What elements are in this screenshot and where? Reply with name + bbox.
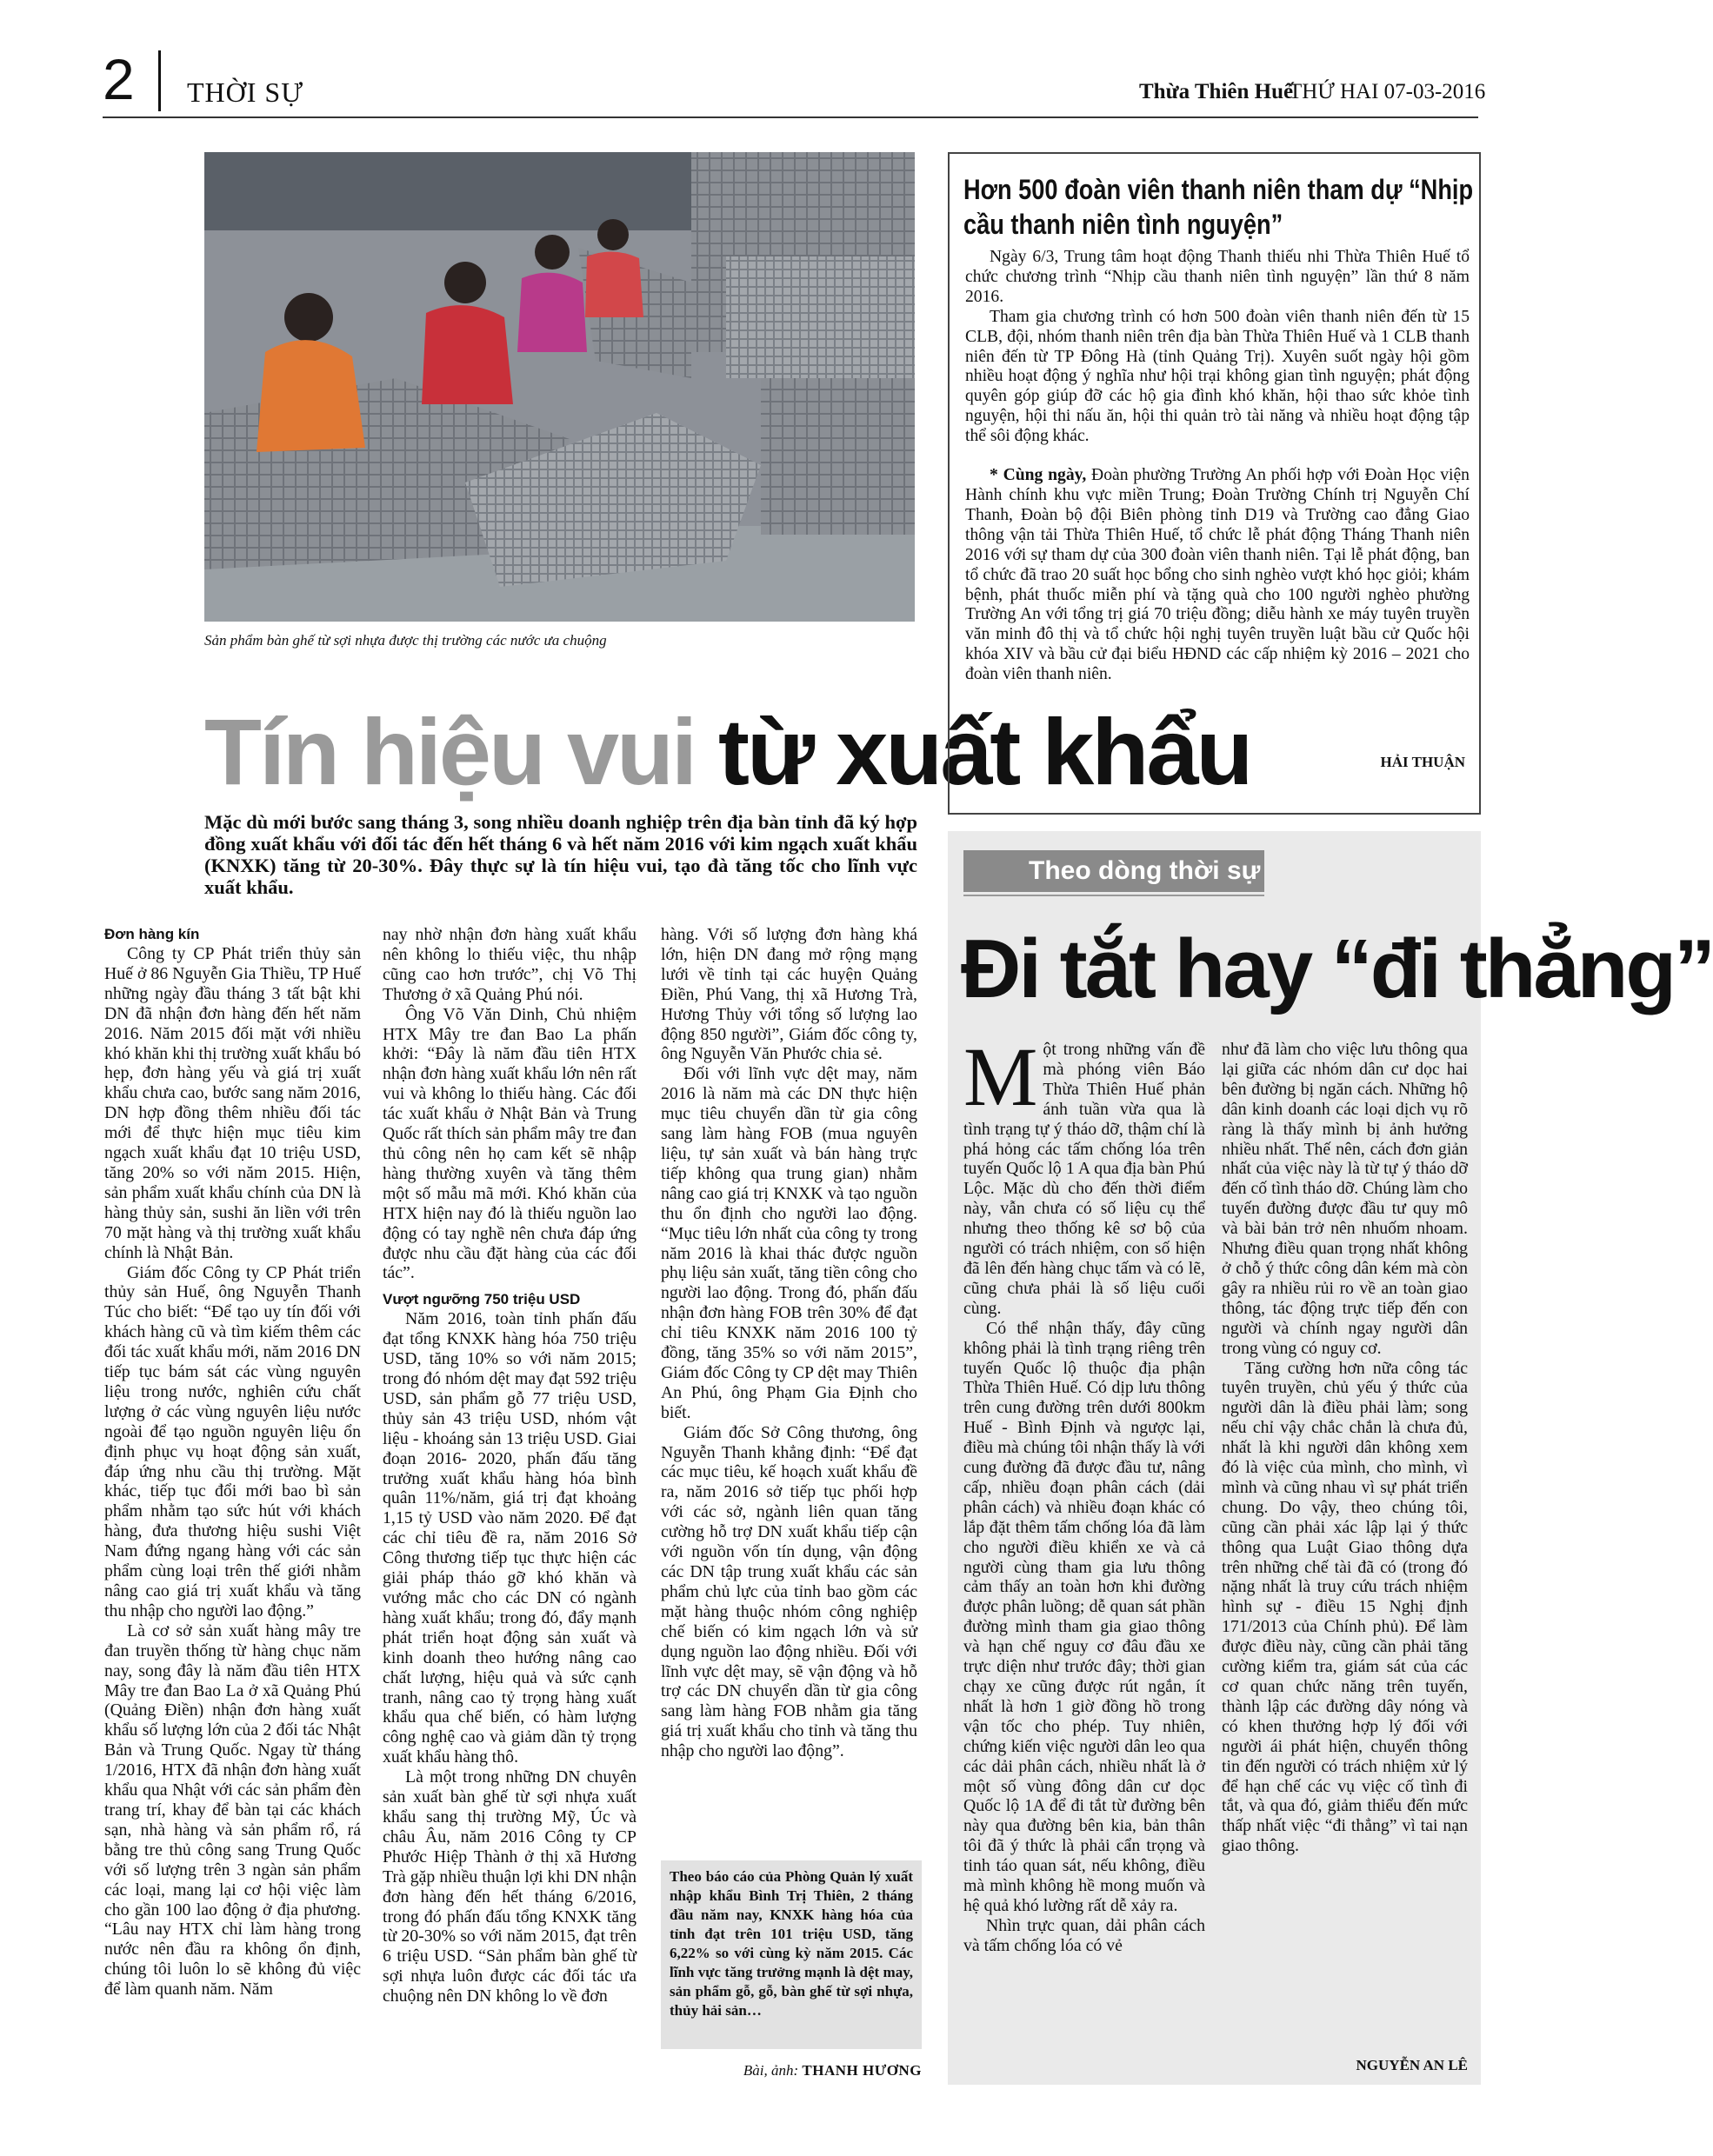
headline-part-2: từ xuất khẩu	[718, 699, 1251, 804]
story-photo	[204, 152, 915, 622]
byline-author: THANH HƯƠNG	[802, 2062, 922, 2079]
sidebar-title: Hơn 500 đoàn viên thanh niên tham dự “Nhịp cầu thanh niên tình nguyện”	[963, 174, 1474, 240]
masthead: Thừa Thiên Huế	[1139, 80, 1294, 103]
paragraph: Công ty CP Phát triển thủy sản Huế ở 86 Nguyễn Gia Thiều, TP Huế những ngày đầu tháng 3 tất bật khi DN đã nhận đơn hàng đến hết năm 2016. Năm 2015 đối mặt với nhiều khó khăn khi thị trường xuất khẩu bó hẹp, đơn hàng yếu và giá trị xuất khẩu chưa cao, bước sang năm 2016, DN hợp đồng thêm nhiều đối tác mới để thực hiện mục tiêu kim ngạch xuất khẩu đạt 10 triệu USD, tăng 20% so với năm 2015. Hiện, sản phẩm xuất khẩu chính của DN là hàng thủy sản, sushi ăn liền với trên 70 mặt hàng và thị trường xuất khẩu chính là Nhật Bản.	[104, 944, 361, 1262]
story-column-1	[104, 925, 361, 2000]
paragraph: Ông Võ Văn Dinh, Chủ nhiệm HTX Mây tre đan Bao La phấn khởi: “Đây là năm đầu tiên HTX nhận đơn hàng xuất khẩu lớn nên rất vui và không lo thiếu hàng. Các đối tác xuất khẩu ở Nhật Bản và Trung Quốc rất thích sản phẩm mây tre đan thủ công nên họ cam kết sẽ nhập hàng thường xuyên và tăng thêm một số mẫu mã mới. Khó khăn của HTX hiện nay đó là thiếu nguồn lao động có tay nghề nên chưa đáp ứng được nhu cầu đặt hàng của các đối tác”.	[383, 1004, 637, 1283]
paragraph: Giám đốc Công ty CP Phát triển thủy sản Huế, ông Nguyễn Thanh Túc cho biết: “Để tạo uy tín đối với khách hàng cũ và tìm kiếm thêm các đối tác xuất khẩu mới, năm 2016 DN tiếp tục bám sát các vùng nguyên liệu trong nước, nghiên cứu chất lượng ở các vùng nguyên liệu nước ngoài để tạo nguồn nguyên liệu ổn định phục vụ hoạt động sản xuất, đáp ứng nhu cầu thị trường. Mặt khác, tiếp tục đổi mới bao bì sản phẩm nhằm tạo sức hút với khách hàng, đưa thương hiệu sushi Việt Nam đứng ngang hàng với các sản phẩm cùng loại trên thế giới nhằm nâng cao giá trị xuất khẩu và tăng thu nhập cho người lao động.”	[104, 1262, 361, 1620]
paragraph: Giám đốc Sở Công thương, ông Nguyễn Thanh khẳng định: “Để đạt các mục tiêu, kế hoạch xuất khẩu đề ra, năm 2016 sở tiếp tục phối hợp với các sở, ngành liên quan tăng cường hỗ trợ DN xuất khẩu tiếp cận với nguồn vốn tín dụng, vận động các DN tập trung xuất khẩu các sản phẩm chủ lực của tỉnh bao gồm các mặt hàng thuộc nhóm công nghiệp chế biến có kim ngạch lớn và sử dụng nguồn lao động nhiều. Đối với lĩnh vực dệt may, sẽ vận động và hỗ trợ các DN chuyển dần từ gia công sang làm hàng FOB nhằm gia tăng giá trị xuất khẩu cho tỉnh và tăng thu nhập cho người lao động”.	[661, 1422, 917, 1761]
subhead-don-hang-kin: Đơn hàng kín	[104, 926, 200, 942]
paragraph: Là một trong những DN chuyên sản xuất bàn ghế từ sợi nhựa xuất khẩu sang thị trường Mỹ, Úc và châu Âu, năm 2016 Công ty CP Phước Hiệp Thành ở thị xã Hương Trà gặp nhiều thuận lợi khi DN nhận đơn hàng đến hết tháng 6/2016, trong đó phấn đấu tổng KNXK tăng từ 20-30% so với năm 2015, đạt trên 6 triệu USD. “Sản phẩm bàn ghế từ sợi nhựa luôn được các đối tác ưa chuộng nên DN không lo về đơn	[383, 1767, 637, 2006]
commentary-column-1	[963, 1030, 1205, 1956]
paragraph	[965, 466, 1470, 685]
story-column-2	[383, 925, 637, 2006]
subhead-vuot-nguong: Vượt ngưỡng 750 triệu USD	[383, 1291, 581, 1308]
commentary-column-2	[1222, 1040, 1468, 1856]
paragraph-lead: * Cùng ngày,	[990, 466, 1087, 485]
paragraph: Tăng cường hơn nữa công tác tuyên truyền, chủ yếu ý thức của người dân là điều phải làm; song nếu chỉ vậy chắc chắn là chưa đủ, nhất là khi người dân không xem đó là việc của mình, cho mình, vì mình và cũng nhau vì sự phát triển chung. Do vậy, theo chúng tôi, cũng cần phải xác lập lại ý thức thông qua Luật Giao thông dựa trên những chế tài đã có (trong đó nặng nhất là truy cứu trách nhiệm hình sự - điều 15 Nghị định 171/2013 của Chính phủ). Để làm được điều này, cũng cần phải tăng cường kiểm tra, giám sát của các cơ quan chức năng trên tuyến, thành lập các đường dây nóng và có khen thưởng hợp lý đối với người ái phát hiện, chuyển thông tin đến người có trách nhiệm xử lý để hạn chế các vụ việc cố tình đi tắt, và qua đó, giảm thiểu đến mức thấp nhất việc “đi thẳng” vì tai nạn giao thông.	[1222, 1358, 1468, 1856]
paragraph: Nhìn trực quan, dải phân cách và tấm chống lóa có vẻ	[963, 1915, 1205, 1955]
paragraph: Ngày 6/3, Trung tâm hoạt động Thanh thiếu nhi Thừa Thiên Huế tổ chức chương trình “Nhịp cầu thanh niên tình nguyện” lần thứ 8 năm 2016.	[965, 248, 1470, 306]
sidebar-body	[965, 248, 1470, 685]
drop-cap: M	[963, 1030, 1038, 1123]
page-number: 2	[103, 47, 135, 111]
sidebar-byline: HẢI THUẬN	[1380, 754, 1465, 770]
paragraph: Là cơ sở sản xuất hàng mây tre đan truyền thống từ hàng chục năm nay, song đây là năm đầu tiên HTX Mây tre đan Bao La ở xã Quảng Phú (Quảng Điền) nhận đơn hàng xuất khẩu số lượng lớn của 2 đối tác Nhật Bản và Trung Quốc. Ngay từ tháng 1/2016, HTX đã nhận đơn hàng xuất khẩu qua Nhật với các sản phẩm đèn trang trí, khay để bàn tại các khách sạn, nhà hàng và sản phẩm rổ, rá bằng tre thủ công sang Trung Quốc với số lượng trên 3 ngàn sản phẩm các loại, mang lại cơ hội việc làm cho gần 100 lao động ở địa phương. “Lâu nay HTX chỉ làm hàng trong nước nên đầu ra không ổn định, chúng tôi luôn lo sẽ không đủ việc để làm quanh năm. Năm	[104, 1620, 361, 2000]
folio-divider	[158, 50, 161, 111]
headline-part-1: Tín hiệu vui	[204, 699, 696, 804]
header-rule	[103, 116, 1478, 118]
paragraph: Có thể nhận thấy, đây cũng không phải là tình trạng riêng trên tuyến Quốc lộ thuộc địa phận Thừa Thiên Huế. Có dịp lưu thông trên cung đường trên dưới 800km Huế - Bình Định và ngược lại, điều mà chúng tôi nhận thấy là với cung đường đã được đầu tư, nâng cấp, nhiều đoạn phân cách (dải phân cách) và nhiều đoạn khác có lắp đặt thêm tấm chống lóa đã làm cho người điều khiển xe và cả người cùng tham gia lưu thông cảm thấy an toàn hơn khi đường được phân luồng; dễ quan sát phần đường mình tham gia giao thông và hạn chế nguy cơ đâu đầu xe trực diện như trước đây; thời gian chạy xe cũng được rút ngắn, ít nhất là hơn 1 giờ đồng hồ trong vận tốc cho phép. Tuy nhiên, chứng kiến việc người dân leo qua các dải phân cách, nhiều nhất là ở một số vùng đông dân cư dọc Quốc lộ 1A để đi tắt từ đường bên này qua đường bên kia, bản thân tôi đã ý thức là phải cẩn trọng và tinh táo quan sát, nếu không, điều mà mình không hề mong muốn và hệ quả khó lường rất dễ xảy ra.	[963, 1318, 1205, 1915]
main-headline	[204, 687, 1251, 817]
commentary-tag-underline	[963, 895, 1264, 896]
paragraph: Năm 2016, toàn tỉnh phấn đấu đạt tổng KNXK hàng hóa 750 triệu USD, tăng 10% so với năm 2015; trong đó nhóm dệt may đạt 592 triệu USD, sản phẩm gỗ 77 triệu USD, thủy sản 43 triệu USD, nhóm vật liệu - khoáng sản 13 triệu USD. Giai đoạn 2016- 2020, phấn đấu tăng trưởng xuất khẩu hàng hóa bình quân 11%/năm, giá trị đạt khoảng 1,15 tỷ USD vào năm 2020. Để đạt các chỉ tiêu đề ra, năm 2016 Sở Công thương tiếp tục thực hiện các giải pháp tháo gỡ khó khăn và vướng mắc cho các DN có ngành hàng xuất khẩu; trong đó, đẩy mạnh phát triển hoạt động sản xuất và kinh doanh theo hướng nâng cao chất lượng, hiệu quả và sức cạnh tranh, nâng cao tỷ trọng hàng xuất khẩu qua chế biến, có hàm lượng công nghệ cao và giảm dần tỷ trọng xuất khẩu hàng thô.	[383, 1309, 637, 1767]
story-lede: Mặc dù mới bước sang tháng 3, song nhiều doanh nghiệp trên địa bàn tỉnh đã ký hợp đồng xuất khẩu với đối tác đến hết tháng 6 và hết năm 2016 với kim ngạch xuất khẩu (KNXK) tăng từ 20-30%. Đây thực sự là tín hiệu vui, tạo đà tăng tốc cho lĩnh vực xuất khẩu.	[204, 811, 917, 898]
issue-date: THỨ HAI 07-03-2016	[1289, 80, 1486, 103]
section-name: THỜI SỰ	[187, 77, 304, 108]
story-column-3	[661, 925, 917, 1761]
main-byline	[661, 2062, 922, 2079]
commentary-tag: Theo dòng thời sự	[963, 850, 1264, 892]
paragraph	[963, 1030, 1205, 1319]
paragraph: Tham gia chương trình có hơn 500 đoàn viên thanh niên đến từ 15 CLB, đội, nhóm thanh niên trên địa bàn Thừa Thiên Huế và 1 CLB thanh niên đến từ TP Đông Hà (tỉnh Quảng Trị). Xuyên suốt ngày hội gồm nhiều hoạt động ý nghĩa như hội trại không gian tình nguyện; phát động quyên góp giúp đỡ các hộ gia đình khó khăn, hội thao sức khỏe tình nguyện, hội thi nấu ăn, hội thi quản trò tài năng và nhiều hoạt động tập thể sôi động khác.	[965, 307, 1470, 446]
paragraph: Đối với lĩnh vực dệt may, năm 2016 là năm mà các DN thực hiện mục tiêu chuyển dần từ gia công sang làm hàng FOB (mua nguyên liệu, tự sản xuất và bán hàng trực tiếp không qua trung gian) nhằm nâng cao giá trị KNXK và tạo nguồn thu ổn định cho người lao động. “Mục tiêu lớn nhất của công ty trong năm 2016 là khai thác được nguồn phụ liệu sản xuất, tăng tiền công cho người lao động. Trong đó, phấn đấu nhận đơn hàng FOB trên 30% để đạt chỉ tiêu KNXK năm 2016 100 tỷ đồng, tăng 35% so với năm 2015”, Giám đốc Công ty CP dệt may Thiên An Phú, ông Phạm Gia Định cho biết.	[661, 1064, 917, 1422]
fact-box: Theo báo cáo của Phòng Quản lý xuất nhập khẩu Bình Trị Thiên, 2 tháng đầu năm nay, KNXK hàng hóa của tỉnh đạt trên 101 triệu USD, tăng 6,22% so với cùng kỳ năm 2015. Các lĩnh vực tăng trưởng mạnh là dệt may, sản phẩm gỗ, gỗ, bàn ghế từ sợi nhựa, thủy hải sản…	[661, 1860, 922, 2049]
commentary-headline: Đi tắt hay “đi thẳng”	[961, 922, 1713, 1015]
photo-caption: Sản phẩm bàn ghế từ sợi nhựa được thị trường các nước ưa chuộng	[204, 632, 607, 649]
paragraph: nay nhờ nhận đơn hàng xuất khẩu nên không lo thiếu việc, thu nhập cũng cao hơn trước”, chị Võ Thị Thương ở xã Quảng Phú nói.	[383, 925, 637, 1004]
paragraph-text: ột trong những vấn đề mà phóng viên Báo Thừa Thiên Huế phản ánh tuần vừa qua là tình trạng tự ý tháo dỡ, thậm chí là phá hỏng các tấm chống lóa trên tuyến Quốc lộ 1 A qua địa bàn Phú Lộc. Mặc dù cho đến thời điểm này, vẫn chưa có số liệu cụ thể nhưng theo thống kê sơ bộ của người có trách nhiệm, con số hiện đã lên đến hàng chục tấm và có lẽ, cũng chưa phải là số liệu cuối cùng.	[963, 1040, 1205, 1318]
commentary-byline: NGUYỄN AN LÊ	[1356, 2057, 1468, 2073]
paragraph-text: Đoàn phường Trường An phối hợp với Đoàn Học viện Hành chính khu vực miền Trung; Đoàn Trường Chính trị Nguyễn Chí Thanh, Đoàn bộ đội Biên phòng tỉnh D19 và Trường cao đẳng Giao thông vận tải Thừa Thiên Huế, tổ chức lễ phát động Tháng Thanh niên 2016 với sự tham dự của 300 đoàn viên thanh niên. Tại lễ phát động, ban tổ chức đã trao 20 suất học bổng cho sinh nghèo vượt khó học giỏi; khám bệnh, phát thuốc miễn phí và tặng quà cho 100 người nghèo phường Trường An với tổng trị giá 70 triệu đồng; diễu hành xe máy tuyên truyền văn minh đô thị và tổ chức hội nghị tuyên truyền luật bầu cử Quốc hội khóa XIV và bầu cử đại biểu HĐND các cấp nhiệm kỳ 2016 – 2021 cho đoàn viên thanh niên.	[965, 466, 1470, 684]
photo-illustration	[204, 152, 915, 622]
byline-prefix: Bài, ảnh:	[743, 2062, 799, 2079]
paragraph: như đã làm cho việc lưu thông qua lại giữa các nhóm dân cư dọc hai bên đường bị ngăn cách. Những hộ dân kinh doanh các loại dịch vụ rõ ràng là thấy mình bị ảnh hưởng nhiều nhất. Thế nên, cách đơn giản nhất của việc này là từ tự ý tháo dỡ đến cố tình tháo dỡ. Chúng làm cho tuyến đường được đầu tư quy mô và bài bản trở nên nhuốm nhoam. Nhưng điều quan trọng nhất không ở chỗ ý thức công dân kém mà còn gây ra nhiều rủi ro về an toàn giao thông, tác động trực tiếp đến con người và chính ngay người dân trong vùng có nguy cơ.	[1222, 1040, 1468, 1358]
paragraph: hàng. Với số lượng đơn hàng khá lớn, hiện DN đang mở rộng mạng lưới về tỉnh tại các huyện Quảng Điền, Phú Vang, thị xã Hương Trà, Hương Thủy với tổng số lượng lao động 850 người”, Giám đốc công ty, ông Nguyễn Văn Phước chia sẻ.	[661, 925, 917, 1064]
